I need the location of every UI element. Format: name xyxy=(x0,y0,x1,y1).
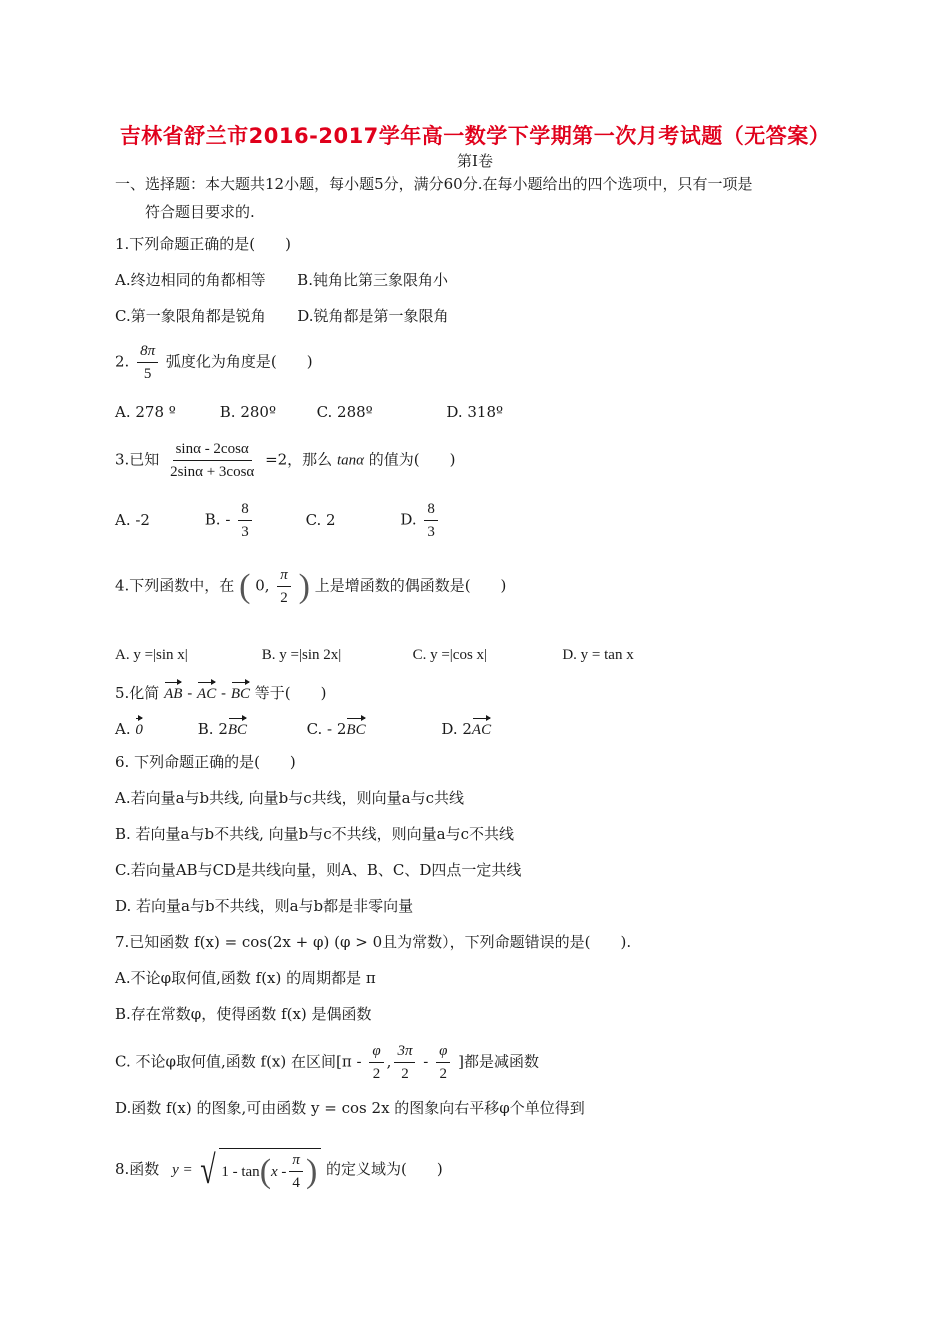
q3-option-c: C. 2 xyxy=(305,510,336,529)
exam-title: 吉林省舒兰市2016-2017学年高一数学下学期第一次月考试题（无答案） xyxy=(119,124,831,148)
q5-vector-bc: BC xyxy=(231,680,250,704)
q3-fraction xyxy=(167,440,257,481)
q3-tail: 的值为( ) xyxy=(368,450,456,469)
q1-option-c: C.第一象限角都是锐角 xyxy=(115,307,266,325)
q3-option-a: A. -2 xyxy=(115,510,150,529)
q6-option-c: C.若向量AB与CD是共线向量，则A、B、C、D四点一定共线 xyxy=(115,861,522,879)
q2-number: 2. xyxy=(115,352,130,371)
q5-option-a: A. 0 xyxy=(115,716,193,740)
q1-option-b: B.钝角比第三象限角小 xyxy=(297,271,448,289)
q7-option-d: D.函数 f(x) 的图象,可由函数 y = cos 2x 的图象向右平移φ个单位得到 xyxy=(115,1099,585,1117)
q6-option-b: B. 若向量a与b不共线, 向量b与c不共线，则向量a与c不共线 xyxy=(115,825,514,843)
q2-options xyxy=(115,402,503,422)
q7-option-a: A.不论φ取何值,函数 f(x) 的周期都是 π xyxy=(115,969,376,987)
q3-frac-den: 2sinα + 3cosα xyxy=(170,464,255,480)
q2-option-d: D. 318º xyxy=(446,403,504,421)
q5-option-b: B. 2BC xyxy=(198,716,302,740)
radical-sign-icon: √ xyxy=(200,1147,217,1192)
q6-option-d: D. 若向量a与b不共线，则a与b都是非零向量 xyxy=(115,897,414,915)
q4-tail: 上是增函数的偶函数是( ) xyxy=(314,576,507,595)
q2-tail: 弧度化为角度是( ) xyxy=(165,352,313,371)
q4-interval-fraction: $\frac{\pi}{2}$ xyxy=(277,566,291,607)
q2-option-b: B. 280º xyxy=(219,403,277,421)
q1-stem: 1.下列命题正确的是( ) xyxy=(115,235,292,253)
q2-stem xyxy=(115,342,313,383)
volume-label: 第Ⅰ卷 xyxy=(457,152,493,170)
q7-c-frac1: $\frac{\varphi}{2}$ xyxy=(369,1042,383,1083)
q3-option-b-fraction: $\frac{8}{3}$ xyxy=(238,500,252,541)
q2-option-a: A. 278 º xyxy=(115,403,176,421)
section-instructions-line2: 符合题目要求的. xyxy=(145,203,255,221)
q7-stem: 7.已知函数 f(x) = cos(2x + φ) (φ > 0且为常数），下列命题错误的是( ). xyxy=(115,933,632,951)
q2-option-c: C. 288º xyxy=(316,403,373,421)
q3-tan: tanα xyxy=(336,452,365,469)
q1-option-d: D.锐角都是第一象限角 xyxy=(297,307,449,325)
q4-option-c: C. y =|cos x| xyxy=(412,647,488,663)
q4-interval-left: 0, xyxy=(255,576,270,595)
q5-vector-ab: AB xyxy=(164,680,182,704)
q3-number: 3.已知 xyxy=(115,450,160,469)
q8-frac: $\frac{\pi}{4}$ xyxy=(289,1151,303,1192)
q2-fraction xyxy=(137,342,158,383)
q5-vector-ac: AC xyxy=(197,680,216,704)
q4-option-a: A. y =|sin x| xyxy=(115,647,188,663)
q6-stem: 6. 下列命题正确的是( ) xyxy=(115,753,296,771)
q5-stem: 5.化简 AB - AC - BC 等于( ) xyxy=(115,680,326,704)
q5-options xyxy=(115,716,491,740)
q1-option-a: A.终边相同的角都相等 xyxy=(115,271,266,289)
q4-options xyxy=(115,644,634,665)
q7-c-frac2: $\frac{3\pi}{2}$ xyxy=(394,1042,415,1083)
q3-stem xyxy=(115,440,456,481)
q4-option-b: B. y =|sin 2x| xyxy=(261,647,342,663)
q1-options-row2 xyxy=(115,306,449,326)
q6-option-a: A.若向量a与b共线, 向量b与c共线，则向量a与c共线 xyxy=(115,789,465,807)
q5-option-d: D. 2AC xyxy=(441,716,491,740)
q3-frac-num: sinα - 2cosα xyxy=(173,440,252,461)
q4-option-d: D. y = tan x xyxy=(562,647,634,663)
q2-frac-num: 8π xyxy=(137,342,158,363)
q7-c-frac3: $\frac{\varphi}{2}$ xyxy=(436,1042,450,1083)
q7-option-b: B.存在常数φ，使得函数 f(x) 是偶函数 xyxy=(115,1005,372,1023)
q4-stem xyxy=(115,566,506,607)
section-instructions-line1: 一、选择题：本大题共12小题，每小题5分，满分60分.在每小题给出的四个选项中，只有一项是 xyxy=(115,175,753,193)
q3-options xyxy=(115,500,441,541)
q8-sqrt: √ 1 - tan ( x - $\frac{\pi}{4}$ ) xyxy=(197,1148,321,1192)
q7-option-c: C. 不论φ取何值,函数 f(x) 在区间[π - $\frac{\varphi}{2}$ , $\frac{3\pi}{2}$ - $\frac{\varphi}{2}$ ]都是减函数 xyxy=(115,1043,540,1082)
q3-option-d: D. $\frac{8}{3}$ xyxy=(400,500,441,541)
q4-right-paren: ) xyxy=(298,567,310,605)
q3-eq: =2，那么 xyxy=(265,450,333,469)
q3-option-d-fraction: $\frac{8}{3}$ xyxy=(424,500,438,541)
q4-stem-text: 4.下列函数中，在 xyxy=(115,576,235,595)
q5-option-c: C. - 2BC xyxy=(307,716,437,740)
q1-options-row1 xyxy=(115,270,448,290)
q8-stem: 8.函数 y = √ 1 - tan ( x - $\frac{\pi}{4}$ ) 的定义域为( ) xyxy=(115,1147,443,1192)
q3-option-b: B. - $\frac{8}{3}$ xyxy=(205,500,301,541)
q4-left-paren: ( xyxy=(239,567,251,605)
q2-frac-den: 5 xyxy=(143,366,152,382)
